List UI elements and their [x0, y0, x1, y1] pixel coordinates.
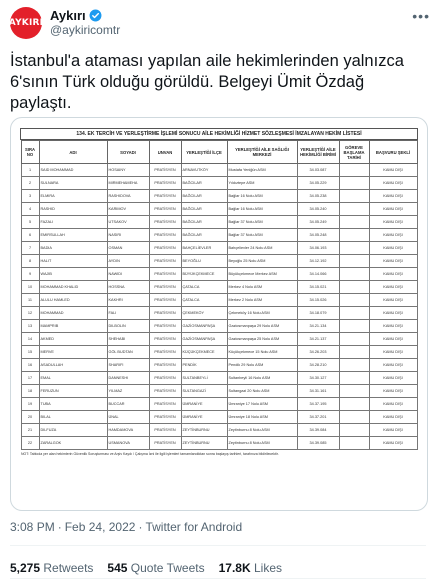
- table-cell: [339, 164, 369, 177]
- table-cell: ZEYTİNBURNU: [181, 437, 227, 450]
- table-cell: [339, 385, 369, 398]
- table-cell: PRATİSYEN: [149, 203, 181, 216]
- table-cell: MERVE: [39, 346, 107, 359]
- table-cell: PRATİSYEN: [149, 320, 181, 333]
- table-cell: EMIRSULLAH: [39, 229, 107, 242]
- table-cell: SAID MOHAMMAD: [39, 164, 107, 177]
- col-header: ADI: [39, 141, 107, 164]
- likes-stat[interactable]: [219, 561, 282, 575]
- table-row: [21, 307, 417, 320]
- table-cell: PRATİSYEN: [149, 164, 181, 177]
- author-name[interactable]: Aykırı: [50, 8, 86, 23]
- table-cell: PRATİSYEN: [149, 359, 181, 372]
- table-cell: [339, 203, 369, 216]
- table-cell: DILBOLIN: [107, 320, 149, 333]
- table-cell: WAJIB: [39, 268, 107, 281]
- table-cell: ARNAVUTKÖY: [181, 164, 227, 177]
- table-cell: Pendik 29 Nolu ASM: [227, 359, 297, 372]
- table-cell: MIRMEHAMEHA: [107, 177, 149, 190]
- table-cell: KAMU DIŞI: [369, 177, 417, 190]
- table-cell: [339, 229, 369, 242]
- table-cell: AYDIN: [107, 255, 149, 268]
- quote-tweets-label: Quote Tweets: [130, 561, 205, 575]
- table-cell: 34.28.210: [297, 359, 339, 372]
- table-cell: PRATİSYEN: [149, 281, 181, 294]
- table-cell: PRATİSYEN: [149, 229, 181, 242]
- table-cell: FERUZUN: [39, 385, 107, 398]
- table-row: [21, 294, 417, 307]
- table-row: [21, 411, 417, 424]
- table-cell: SHEHABI: [107, 333, 149, 346]
- table-cell: 4: [21, 203, 39, 216]
- meta-separator: ·: [57, 520, 62, 534]
- table-cell: 1: [21, 164, 39, 177]
- table-cell: KAMU DIŞI: [369, 424, 417, 437]
- table-cell: ÇATALCA: [181, 281, 227, 294]
- table-cell: KAMU DIŞI: [369, 242, 417, 255]
- table-cell: HAMDAMOVA: [107, 424, 149, 437]
- table-cell: KÜÇÜKÇEKMECE: [181, 346, 227, 359]
- table-cell: Bağlar 37 Nolu ASM: [227, 229, 297, 242]
- table-cell: TUBA: [39, 398, 107, 411]
- table-row: [21, 372, 417, 385]
- table-cell: 9: [21, 268, 39, 281]
- table-cell: [339, 255, 369, 268]
- table-cell: BAĞCILAR: [181, 190, 227, 203]
- table-row: [21, 424, 417, 437]
- table-row: [21, 359, 417, 372]
- table-cell: PRATİSYEN: [149, 333, 181, 346]
- quote-tweets-count: 545: [107, 561, 128, 575]
- table-cell: BEYOĞLU: [181, 255, 227, 268]
- table-row: [21, 385, 417, 398]
- table-cell: [339, 398, 369, 411]
- table-cell: 34.39.084: [297, 424, 339, 437]
- table-cell: SULTANGAZİ: [181, 385, 227, 398]
- table-cell: ÇATALCA: [181, 294, 227, 307]
- table-cell: 18: [21, 385, 39, 398]
- table-cell: ALULU HAMLED: [39, 294, 107, 307]
- table-cell: OSMAN: [107, 242, 149, 255]
- table-cell: KAMU DIŞI: [369, 294, 417, 307]
- table-cell: BAĞCILAR: [181, 177, 227, 190]
- table-cell: KAMU DIŞI: [369, 281, 417, 294]
- document-table-body: [21, 164, 417, 450]
- table-cell: 14: [21, 333, 39, 346]
- table-cell: 34.37.195: [297, 398, 339, 411]
- table-cell: PRATİSYEN: [149, 216, 181, 229]
- table-cell: KAMU DIŞI: [369, 437, 417, 450]
- table-cell: BAĞCILAR: [181, 216, 227, 229]
- table-cell: [339, 424, 369, 437]
- table-cell: KAMU DIŞI: [369, 320, 417, 333]
- table-cell: 34.15.021: [297, 281, 339, 294]
- table-cell: Sultanbeyli 16 Nolu ASM: [227, 372, 297, 385]
- retweets-count: 5,275: [10, 561, 41, 575]
- tweet-date[interactable]: Feb 24, 2022: [64, 520, 136, 534]
- table-cell: RASHIDOVA: [107, 190, 149, 203]
- table-cell: [339, 307, 369, 320]
- table-row: [21, 255, 417, 268]
- tweet-media-image[interactable]: [10, 117, 428, 511]
- table-cell: 34.12.192: [297, 255, 339, 268]
- meta-separator: ·: [138, 520, 143, 534]
- table-cell: KAMU DIŞI: [369, 346, 417, 359]
- table-row: [21, 216, 417, 229]
- likes-label: Likes: [253, 561, 282, 575]
- table-cell: [339, 268, 369, 281]
- table-cell: KAMU DIŞI: [369, 333, 417, 346]
- col-header: YERLEŞTİĞİ İLÇE: [181, 141, 227, 164]
- table-cell: 12: [21, 307, 39, 320]
- document-title: 134. EK TERCİH VE YERLEŞTİRME İŞLEMİ SONUCU AİLE HEKİMLİĞİ HİZMET SÖZLEŞMESİ İMZALAYAN HEKİM LİSTESİ: [20, 128, 418, 140]
- table-cell: AKMED: [39, 333, 107, 346]
- likes-count: 17.8K: [218, 561, 251, 575]
- table-cell: Beyoğlu 25 Nolu ASM: [227, 255, 297, 268]
- document-image: [15, 128, 423, 456]
- table-row: [21, 281, 417, 294]
- table-cell: HOSSNA: [107, 281, 149, 294]
- table-cell: MAMPRIB: [39, 320, 107, 333]
- author-identity: [50, 8, 120, 38]
- table-row: [21, 164, 417, 177]
- table-cell: Mustafa Yeniğün ASM: [227, 164, 297, 177]
- table-cell: 15: [21, 346, 39, 359]
- table-cell: Bağlar 16 Nolu ASM: [227, 203, 297, 216]
- document-note: NOT: Tabloda yer alan hekimlerin Güvenlik Soruşturması ve Arşiv Kaydı / Çalışma İzni ile ilgili işlemleri tamamlandıktan sonra başlayış tarihleri, tarafınıza bildirilecektir.: [21, 452, 279, 456]
- table-cell: DILFUZA: [39, 424, 107, 437]
- table-cell: EMAL: [39, 372, 107, 385]
- table-row: [21, 320, 417, 333]
- table-cell: 22: [21, 437, 39, 450]
- table-cell: KAMU DIŞI: [369, 411, 417, 424]
- table-cell: SHARIFI: [107, 359, 149, 372]
- tweet-stats: [10, 561, 282, 575]
- table-cell: KAMU DIŞI: [369, 398, 417, 411]
- table-cell: Merkez 2 Nolu ASM: [227, 294, 297, 307]
- col-header: SIRA NO: [21, 141, 39, 164]
- table-cell: 34.06.193: [297, 242, 339, 255]
- table-cell: 20: [21, 411, 39, 424]
- table-row: [21, 398, 417, 411]
- table-cell: Merkez 4 Nolu ASM: [227, 281, 297, 294]
- table-cell: Gaziosmanpaşa 25 Nolu ASM: [227, 333, 297, 346]
- table-cell: 34.21.137: [297, 333, 339, 346]
- table-row: [21, 229, 417, 242]
- table-cell: [339, 177, 369, 190]
- table-row: [21, 333, 417, 346]
- col-header: BAŞVURU ŞEKLİ: [369, 141, 417, 164]
- table-cell: [339, 372, 369, 385]
- table-cell: [339, 359, 369, 372]
- avatar[interactable]: [10, 7, 42, 39]
- table-cell: PRATİSYEN: [149, 398, 181, 411]
- table-cell: USMANOVA: [107, 437, 149, 450]
- table-cell: SULNARA: [39, 177, 107, 190]
- table-cell: [339, 411, 369, 424]
- table-cell: PRATİSYEN: [149, 372, 181, 385]
- table-cell: DANNESHI: [107, 372, 149, 385]
- table-cell: PRATİSYEN: [149, 411, 181, 424]
- table-cell: FAZALI: [39, 216, 107, 229]
- table-row: [21, 268, 417, 281]
- table-cell: NASIRI: [107, 229, 149, 242]
- quote-tweets-stat[interactable]: [107, 561, 204, 575]
- table-cell: Bağlar 37 Nolu ASM: [227, 216, 297, 229]
- table-cell: Çekmeköy 16 Nolu ASM: [227, 307, 297, 320]
- table-cell: ASADULLAH: [39, 359, 107, 372]
- table-cell: PENDİK: [181, 359, 227, 372]
- table-cell: 34.31.161: [297, 385, 339, 398]
- table-cell: [339, 437, 369, 450]
- table-cell: PRATİSYEN: [149, 307, 181, 320]
- table-cell: GAZİOSMANPAŞA: [181, 320, 227, 333]
- table-cell: 7: [21, 242, 39, 255]
- table-cell: 3: [21, 190, 39, 203]
- table-cell: Gaziosmanpaşa 29 Nolu ASM: [227, 320, 297, 333]
- table-cell: 34.15.026: [297, 294, 339, 307]
- retweets-stat[interactable]: [10, 561, 93, 575]
- col-header: YERLEŞTİĞİ AİLE HEKİMLİĞİ BİRİMİ: [297, 141, 339, 164]
- table-cell: 10: [21, 281, 39, 294]
- table-cell: KAMU DIŞI: [369, 216, 417, 229]
- table-cell: MOHAMMAD KHALID: [39, 281, 107, 294]
- divider: [10, 545, 426, 546]
- col-header: YERLEŞTİĞİ AİLE SAĞLIĞI MERKEZİ: [227, 141, 297, 164]
- divider: [10, 578, 426, 579]
- table-cell: 5: [21, 216, 39, 229]
- table-row: [21, 177, 417, 190]
- table-cell: FALI: [107, 307, 149, 320]
- table-cell: PRATİSYEN: [149, 268, 181, 281]
- document-table-header: [21, 141, 417, 164]
- table-cell: Büyükçekmece Merkez ASM: [227, 268, 297, 281]
- table-cell: PRATİSYEN: [149, 385, 181, 398]
- table-cell: KAMU DIŞI: [369, 359, 417, 372]
- table-cell: [339, 346, 369, 359]
- table-cell: 34.03.087: [297, 164, 339, 177]
- table-cell: Ümraniye 17 Nolu ASM: [227, 398, 297, 411]
- tweet-time[interactable]: 3:08 PM: [10, 520, 55, 534]
- table-cell: 34.05.240: [297, 203, 339, 216]
- table-cell: BILAL: [39, 411, 107, 424]
- table-cell: GÖL BUDTAN: [107, 346, 149, 359]
- table-cell: KARIMOV: [107, 203, 149, 216]
- table-cell: 34.26.203: [297, 346, 339, 359]
- tweet-header: [10, 6, 426, 40]
- table-cell: MOHAMMAD: [39, 307, 107, 320]
- table-cell: ZEYTİNBURNU: [181, 424, 227, 437]
- table-cell: NAWIDI: [107, 268, 149, 281]
- table-cell: KAMU DIŞI: [369, 255, 417, 268]
- table-cell: KAMU DIŞI: [369, 190, 417, 203]
- table-cell: KAMU DIŞI: [369, 385, 417, 398]
- table-cell: 34.21.134: [297, 320, 339, 333]
- table-cell: PRATİSYEN: [149, 294, 181, 307]
- table-cell: UTSAKOV: [107, 216, 149, 229]
- author-handle[interactable]: @aykiricomtr: [50, 23, 121, 37]
- tweet-text: İstanbul'a ataması yapılan aile hekimlerinden yalnızca 6'sının Türk olduğu görüldü. Belgeyi Ümit Özdağ paylaştı.: [10, 52, 404, 112]
- table-cell: 6: [21, 229, 39, 242]
- table-cell: Yıldıztepe ASM: [227, 177, 297, 190]
- table-cell: 34.37.201: [297, 411, 339, 424]
- table-cell: [339, 333, 369, 346]
- table-cell: 34.39.085: [297, 437, 339, 450]
- document-table: [21, 140, 418, 450]
- table-cell: [339, 190, 369, 203]
- table-cell: Zeytinburnu 8 Nolu ASM: [227, 437, 297, 450]
- table-cell: 8: [21, 255, 39, 268]
- table-cell: BÜYÜKÇEKMECE: [181, 268, 227, 281]
- table-row: [21, 437, 417, 450]
- table-cell: YILMAZ: [107, 385, 149, 398]
- table-row: [21, 190, 417, 203]
- table-cell: [339, 294, 369, 307]
- table-cell: GAZİOSMANPAŞA: [181, 333, 227, 346]
- col-header: SOYADI: [107, 141, 149, 164]
- table-cell: 2: [21, 177, 39, 190]
- table-cell: PRATİSYEN: [149, 424, 181, 437]
- table-cell: PRATİSYEN: [149, 190, 181, 203]
- table-cell: Bahçelievler 24 Nolu ASM: [227, 242, 297, 255]
- table-cell: Ümraniye 18 Nolu ASM: [227, 411, 297, 424]
- table-cell: 34.05.248: [297, 229, 339, 242]
- table-cell: 34.30.127: [297, 372, 339, 385]
- name-row: [50, 8, 120, 23]
- table-cell: [339, 242, 369, 255]
- table-cell: ÜMRANİYE: [181, 411, 227, 424]
- table-cell: ÇEKMEKÖY: [181, 307, 227, 320]
- table-cell: ÜMRANİYE: [181, 398, 227, 411]
- table-cell: 16: [21, 359, 39, 372]
- table-cell: Küçükçekmece 15 Nolu ASM: [227, 346, 297, 359]
- table-cell: PRATİSYEN: [149, 255, 181, 268]
- table-cell: BAĞCILAR: [181, 203, 227, 216]
- table-cell: KAMU DIŞI: [369, 203, 417, 216]
- table-cell: KAMU DIŞI: [369, 372, 417, 385]
- table-cell: KAMU DIŞI: [369, 268, 417, 281]
- retweets-label: Retweets: [43, 561, 94, 575]
- table-cell: RASHID: [39, 203, 107, 216]
- col-header: GÖREVE BAŞLAMA TARİHİ: [339, 141, 369, 164]
- table-cell: 34.05.229: [297, 177, 339, 190]
- table-cell: 34.05.249: [297, 216, 339, 229]
- avatar-logo-text: AYKIRI: [8, 18, 44, 28]
- table-cell: Sultangazi 20 Nolu ASM: [227, 385, 297, 398]
- table-cell: [339, 281, 369, 294]
- table-cell: ZARALGOK: [39, 437, 107, 450]
- table-cell: SULTANBEYLİ: [181, 372, 227, 385]
- table-cell: [339, 216, 369, 229]
- table-cell: BAĞCILAR: [181, 229, 227, 242]
- verified-badge-icon: [89, 9, 102, 22]
- more-options-icon[interactable]: •••: [412, 8, 430, 24]
- table-cell: 34.05.238: [297, 190, 339, 203]
- tweet-meta: [10, 520, 242, 534]
- table-cell: 13: [21, 320, 39, 333]
- table-cell: PRATİSYEN: [149, 437, 181, 450]
- table-cell: HALIT: [39, 255, 107, 268]
- table-cell: 21: [21, 424, 39, 437]
- table-cell: KAMU DIŞI: [369, 164, 417, 177]
- table-cell: ÜNAL: [107, 411, 149, 424]
- table-cell: BUCCAR: [107, 398, 149, 411]
- table-cell: PRATİSYEN: [149, 177, 181, 190]
- table-cell: PRATİSYEN: [149, 346, 181, 359]
- tweet-source[interactable]: Twitter for Android: [145, 520, 243, 534]
- table-cell: KAMU DIŞI: [369, 307, 417, 320]
- table-cell: 19: [21, 398, 39, 411]
- table-cell: 11: [21, 294, 39, 307]
- table-cell: [339, 320, 369, 333]
- table-cell: 34.14.066: [297, 268, 339, 281]
- table-cell: BAHÇELİEVLER: [181, 242, 227, 255]
- table-row: [21, 203, 417, 216]
- table-cell: Zeytinburnu 8 Nolu ASM: [227, 424, 297, 437]
- table-cell: BADIA: [39, 242, 107, 255]
- table-cell: PRATİSYEN: [149, 242, 181, 255]
- table-cell: HOSAINY: [107, 164, 149, 177]
- col-header: UNVAN: [149, 141, 181, 164]
- table-row: [21, 242, 417, 255]
- table-cell: Bağlar 16 Nolu ASM: [227, 190, 297, 203]
- table-cell: KAKHRI: [107, 294, 149, 307]
- table-cell: ELMIRA: [39, 190, 107, 203]
- table-row: [21, 346, 417, 359]
- table-cell: 34.18.079: [297, 307, 339, 320]
- table-cell: KAMU DIŞI: [369, 229, 417, 242]
- table-cell: 17: [21, 372, 39, 385]
